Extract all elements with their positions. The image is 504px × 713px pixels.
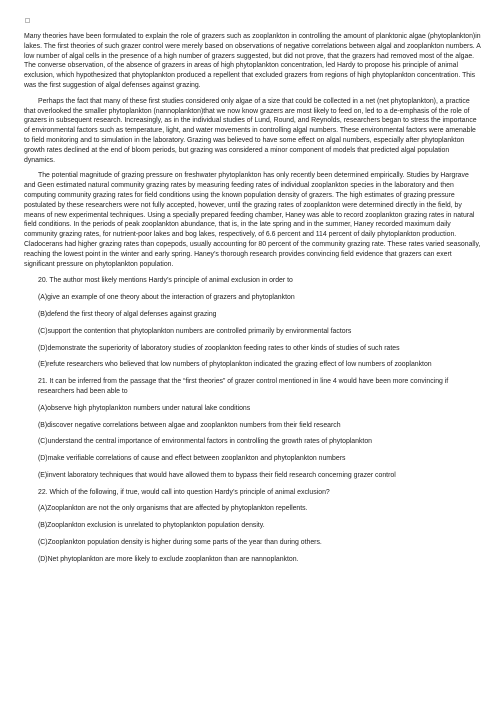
question-21-stem: 21. It can be inferred from the passage that the “first theories” of grazer control mentioned in line 4 would have been more convincing if researchers had been able to: [38, 378, 449, 395]
question-21-option-a: (A)observe high phytoplankton numbers under natural lake conditions: [38, 404, 251, 412]
question-21-option-d: (D)make verifiable correlations of cause and effect between zooplankton and phytoplankton numbers: [38, 455, 346, 463]
question-22-stem: 22. Which of the following, if true, would call into question Hardy’s principle of animal exclusion?: [38, 488, 330, 496]
passage-paragraph-3: The potential magnitude of grazing pressure on freshwater phytoplankton has only recently been determined empirically. Studies by Hargrave and Geen estimated natural community grazing rates by measuring feeding rates of individual zooplankton species in the laboratory and then computing community grazing rates for field conditions using the known population density of grazers. The high estimates of grazing pressure postulated by these researchers were not fully accepted, however, until the grazing rates of zooplankton were determined directly in the field, by means of new experimental techniques. Using a specially prepared feeding chamber, Haney was able to record zooplankton grazing rates in natural field conditions. In the periods of peak zooplankton abundance, that is, in the late spring and in the summer, Haney recorded maximum daily community grazing rates, for nutrient-poor lakes and bog lakes, respectively, of 6.6 percent and 114 percent of daily phytoplankton production. Cladocerans had higher grazing rates than copepods, usually accounting for 80 percent of the community grazing rate. These rates varied seasonally, reaching the lowest point in the winter and early spring. Haney’s thorough research provides convincing field evidence that grazers can exert significant pressure on phytoplankton population.: [24, 172, 481, 268]
passage-paragraph-1: Many theories have been formulated to explain the role of grazers such as zooplankton in controlling the amount of planktonic algae (phytoplankton)in lakes. The first theories of such grazer control were merely based on observations of negative correlations between algal and zooplankton numbers. A low number of algal cells in the presence of a high number of grazers suggested, but did not prove, that the grazers had removed most of the algae. The converse observation, of the absence of grazers in areas of high phytoplankton concentration, led Hardy to propose his principle of animal exclusion, which hypothesized that phytoplankton produced a repellent that excluded grazers from regions of high phytoplankton concentration. This was the first suggestion of algal defenses against grazing.: [24, 33, 481, 89]
passage: [24, 16, 482, 565]
page-marker: [25, 18, 30, 23]
question-22-option-b: (B)Zooplankton exclusion is unrelated to phytoplankton population density.: [38, 522, 265, 530]
question-21-option-e: (E)invent laboratory techniques that would have allowed them to bypass their field research concerning grazer control: [38, 471, 396, 479]
question-20-stem: 20. The author most likely mentions Hardy’s principle of animal exclusion in order to: [38, 277, 293, 285]
question-22-option-c: (C)Zooplankton population density is higher during some parts of the year than during others.: [38, 539, 322, 547]
question-20-option-b: (B)defend the first theory of algal defenses against grazing: [38, 310, 217, 318]
question-21-option-c: (C)understand the central importance of environmental factors in controlling the growth rates of phytoplankton: [38, 438, 372, 446]
question-20-option-a: (A)give an example of one theory about the interaction of grazers and phytoplankton: [38, 294, 295, 302]
passage-paragraph-2: Perhaps the fact that many of these first studies considered only algae of a size that could be collected in a net (net phytoplankton), a practice that overlooked the smaller phytoplankton (nannoplankton)that we now know grazers are most likely to feed on, led to a de-emphasis of the role of grazers in subsequent research. Increasingly, as in the individual studies of Lund, Round, and Reynolds, researchers began to stress the importance of environmental factors such as temperature, light, and water movements in controlling algal numbers. These environmental factors were amenable to field monitoring and to simulation in the laboratory. Grazing was believed to have some effect on algal numbers, especially after phytoplankton growth rates declined at the end of bloom periods, but grazing was considered a minor component of models that predicted algal population dynamics.: [24, 97, 477, 164]
question-22-option-d: (D)Net phytoplankton are more likely to exclude zooplankton than are nannoplankton.: [38, 555, 299, 563]
question-20-option-e: (E)refute researchers who believed that low numbers of phytoplankton indicated the grazing effect of low numbers of zooplankton: [38, 361, 432, 369]
question-21-option-b: (B)discover negative correlations between algae and zooplankton numbers from their field research: [38, 421, 341, 429]
question-22-option-a: (A)Zooplankton are not the only organisms that are affected by phytoplankton repellents.: [38, 505, 308, 513]
question-20-option-d: (D)demonstrate the superiority of laboratory studies of zooplankton feeding rates to other kinds of studies of such rates: [38, 344, 400, 352]
question-20-option-c: (C)support the contention that phytoplankton numbers are controlled primarily by environmental factors: [38, 327, 352, 335]
